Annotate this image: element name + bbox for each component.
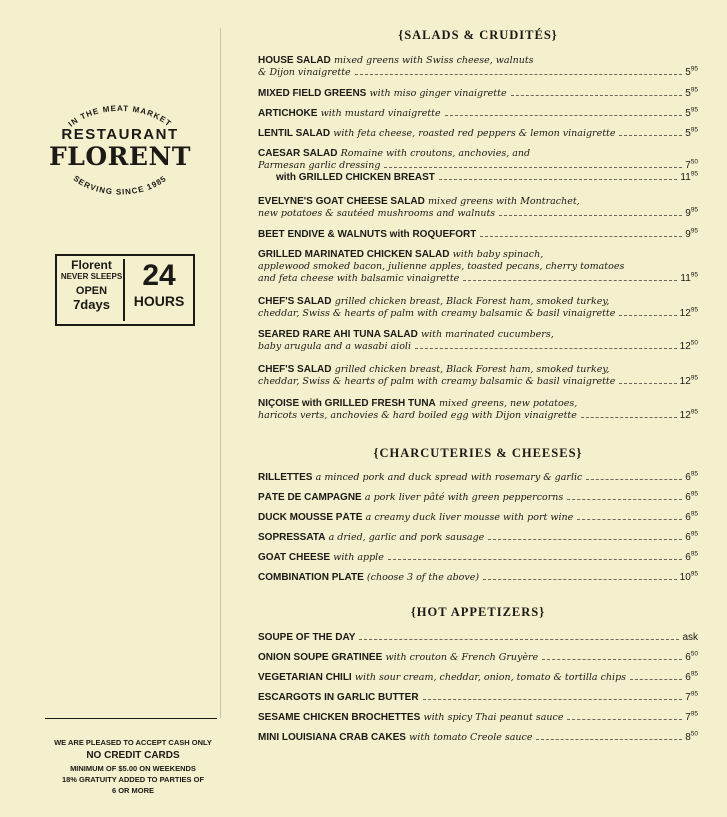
price-dollars: 6 <box>685 552 691 563</box>
menu-item <box>258 88 698 100</box>
logo-line2: FLORENT <box>49 142 191 171</box>
item-description: with apple <box>333 552 384 563</box>
item-price <box>680 341 698 353</box>
section-title: {SALADS & CRUDITÉS} <box>398 28 558 42</box>
price-dollars: 7 <box>685 160 691 171</box>
menu-line-text <box>258 712 563 724</box>
item-description: with tomato Creole sauce <box>409 732 533 743</box>
menu-line-text <box>258 492 563 504</box>
menu-line-text <box>258 148 530 160</box>
item-price <box>685 712 698 724</box>
price-dollars: 6 <box>685 472 691 483</box>
item-description: a minced pork and duck spread with rosemary & garlic <box>315 472 583 483</box>
price-cents: 95 <box>690 510 698 518</box>
menu-item <box>258 249 698 285</box>
price-cents: 95 <box>690 550 698 558</box>
item-description: mixed greens with Swiss cheese, walnuts <box>333 55 534 66</box>
menu-item <box>258 712 698 724</box>
menu-item <box>258 296 698 320</box>
menu-line-first <box>258 296 698 308</box>
menu-line-text <box>258 261 624 273</box>
leader-dots <box>630 679 682 680</box>
menu-item <box>258 572 698 584</box>
price-dollars: 5 <box>685 128 691 139</box>
item-description: Romaine with croutons, anchovies, and <box>340 148 531 159</box>
item-name: RILLETTES <box>258 472 313 483</box>
leader-dots <box>445 115 683 116</box>
price-dollars: 5 <box>685 67 691 78</box>
item-name: ONION SOUPE GRATINÉE <box>258 652 383 663</box>
price-dollars: 12 <box>679 410 691 421</box>
item-description: Parmesan garlic dressing <box>258 160 381 171</box>
item-description: (choose 3 of the above) <box>366 572 480 583</box>
item-price <box>685 732 698 744</box>
menu-item <box>258 229 698 241</box>
menu-item <box>258 672 698 684</box>
leader-dots <box>423 699 683 700</box>
item-description: with sour cream, cheddar, onion, tomato & tortilla chips <box>354 672 627 683</box>
price-cents: 50 <box>690 730 698 738</box>
menu-line-text <box>258 88 507 100</box>
leader-dots <box>359 639 679 640</box>
menu-line-continued <box>258 273 698 285</box>
menu-item <box>258 472 698 484</box>
menu-line-text <box>258 512 573 524</box>
item-description: cheddar, Swiss & hearts of palm with creamy balsamic & basil vinaigrette <box>258 308 616 319</box>
item-description: with miso ginger vinaigrette <box>369 88 507 99</box>
item-description: and feta cheese with balsamic vinaigrette <box>258 273 460 284</box>
leader-dots <box>415 348 677 349</box>
price-cents: 95 <box>690 206 698 214</box>
menu-line <box>258 108 698 120</box>
item-price <box>685 108 698 120</box>
menu-line-text <box>258 552 384 564</box>
price-cents: 95 <box>690 306 698 314</box>
menu-line-text <box>258 364 609 376</box>
item-description: grilled chicken breast, Black Forest ham, smoked turkey, <box>334 364 610 375</box>
item-description: baby arugula and a wasabi aioli <box>258 341 411 352</box>
item-description: with feta cheese, roasted red peppers & lemon vinaigrette <box>333 128 616 139</box>
price-dollars: 6 <box>685 672 691 683</box>
payment-line2: NO CREDIT CARDS <box>86 750 180 761</box>
item-name: VEGETARIAN CHILI <box>258 672 352 683</box>
menu-item <box>258 196 698 220</box>
menu-line-text <box>258 229 476 241</box>
price-dollars: 12 <box>679 341 691 352</box>
menu-line <box>258 88 698 100</box>
item-description: applewood smoked bacon, julienne apples, toasted pecans, cherry tomatoes <box>258 261 625 272</box>
payment-line3: MINIMUM OF $5.00 ON WEEKENDS <box>70 764 196 773</box>
item-price <box>680 410 698 422</box>
svg-text:SERVING SINCE 1985 <box>72 174 169 197</box>
payment-line1: WE ARE PLEASED TO ACCEPT CASH ONLY <box>54 738 212 747</box>
payment-line4: 18% GRATUITY ADDED TO PARTIES OF <box>61 775 205 784</box>
menu-line <box>258 652 698 664</box>
item-price <box>685 88 698 100</box>
menu-line-first <box>258 398 698 410</box>
item-price <box>685 532 698 544</box>
price-cents: 95 <box>690 470 698 478</box>
item-name: SOPRESSATA <box>258 532 326 543</box>
menu-line <box>258 712 698 724</box>
menu-item <box>258 329 698 353</box>
badge-florent: Florent <box>71 258 112 272</box>
item-name: HOUSE SALAD <box>258 55 331 66</box>
item-price <box>685 67 698 79</box>
menu-line-text <box>258 196 580 208</box>
leader-dots <box>586 479 682 480</box>
item-description: a creamy duck liver mousse with port wine <box>365 512 574 523</box>
price-dollars: 6 <box>685 652 691 663</box>
item-description: with baby spinach, <box>452 249 544 260</box>
price-dollars: 8 <box>685 732 691 743</box>
leader-dots <box>619 315 676 316</box>
item-price <box>680 572 698 584</box>
leader-dots <box>581 417 677 418</box>
menu-line-text <box>258 108 441 120</box>
item-price <box>685 472 698 484</box>
leader-dots <box>384 167 682 168</box>
menu-line-text <box>258 572 479 584</box>
menu-line-text <box>258 652 538 664</box>
menu-line-continued <box>258 208 698 220</box>
open-24-hours-badge <box>55 254 195 326</box>
leader-dots <box>463 280 677 281</box>
column-divider <box>220 28 221 718</box>
item-name: COMBINATION PLATE <box>258 572 364 583</box>
leader-dots <box>499 215 682 216</box>
menu-item <box>258 552 698 564</box>
item-name: EVELYNE'S GOAT CHEESE SALAD <box>258 196 425 207</box>
badge-left <box>60 259 125 321</box>
item-name: CHEF'S SALAD <box>258 364 332 375</box>
menu-item <box>258 532 698 544</box>
menu-line-continued <box>258 341 698 353</box>
price-dollars: 12 <box>679 308 691 319</box>
menu-line-text <box>258 532 484 544</box>
menu-item <box>258 692 698 704</box>
price-dollars: ask <box>682 632 698 643</box>
price-cents: 95 <box>690 408 698 416</box>
menu-line-first <box>258 55 698 67</box>
badge-never-sleeps: NEVER SLEEPS <box>60 272 123 281</box>
item-price <box>685 652 698 664</box>
price-cents: 95 <box>690 271 698 279</box>
leader-dots <box>355 74 683 75</box>
price-cents: 50 <box>690 339 698 347</box>
price-dollars: 6 <box>685 512 691 523</box>
menu-line-text <box>258 296 609 308</box>
menu-line-text <box>258 376 615 388</box>
price-cents: 95 <box>690 86 698 94</box>
menu-line-first <box>258 249 698 261</box>
leader-dots <box>542 659 682 660</box>
item-description: haricots verts, anchovies & hard boiled egg with Dijon vinaigrette <box>258 410 577 421</box>
item-price <box>680 172 698 184</box>
badge-open: OPEN <box>75 285 108 297</box>
leader-dots <box>619 135 682 136</box>
menu-item <box>258 732 698 744</box>
logo-arc-top: IN THE MEAT MARKET <box>66 103 174 129</box>
price-dollars: 6 <box>685 532 691 543</box>
item-description: mixed greens with Montrachet, <box>428 196 580 207</box>
item-name: CHEF'S SALAD <box>258 296 332 307</box>
menu-line-text <box>258 732 532 744</box>
menu-line <box>258 512 698 524</box>
badge-right <box>127 259 191 321</box>
price-dollars: 12 <box>679 376 691 387</box>
item-name: DUCK MOUSSE PÂTÉ <box>258 512 363 523</box>
item-description: a dried, garlic and pork sausage <box>328 532 485 543</box>
menu-line-text <box>258 472 582 484</box>
item-name: PÂTÉ DE CAMPAGNE <box>258 492 362 503</box>
menu-item <box>258 398 698 422</box>
menu-line <box>258 732 698 744</box>
payment-info <box>40 737 226 796</box>
menu-item <box>258 364 698 388</box>
price-dollars: 10 <box>679 572 691 583</box>
price-cents: 95 <box>690 530 698 538</box>
price-cents: 95 <box>690 170 698 178</box>
menu-line-text <box>258 410 577 422</box>
leader-dots <box>567 719 682 720</box>
menu-line-text <box>258 632 355 644</box>
leader-dots <box>567 499 682 500</box>
menu-line-text <box>258 160 380 172</box>
item-price <box>685 208 698 220</box>
item-price <box>680 376 698 388</box>
item-name: MINI LOUISIANA CRAB CAKES <box>258 732 406 743</box>
leader-dots <box>619 383 676 384</box>
menu-line-text <box>258 128 615 140</box>
menu-line-first <box>258 196 698 208</box>
logo-arc-bottom: SERVING SINCE 1985 <box>71 173 169 197</box>
menu-line-text <box>258 208 495 220</box>
price-cents: 95 <box>690 710 698 718</box>
menu-line <box>258 632 698 644</box>
menu-line <box>258 672 698 684</box>
price-cents: 50 <box>690 650 698 658</box>
item-description: new potatoes & sautéed mushrooms and walnuts <box>258 208 496 219</box>
item-description: with spicy Thai peanut sauce <box>423 712 564 723</box>
item-name: MIXED FIELD GREENS <box>258 88 367 99</box>
leader-dots <box>511 95 683 96</box>
menu-line-text <box>258 398 577 410</box>
leader-dots <box>480 236 682 237</box>
menu-line <box>258 229 698 241</box>
price-dollars: 9 <box>685 229 691 240</box>
price-cents: 95 <box>690 670 698 678</box>
price-dollars: 5 <box>685 108 691 119</box>
menu-line <box>258 692 698 704</box>
menu-item <box>258 148 698 184</box>
item-price <box>685 492 698 504</box>
item-name: GRILLED MARINATED CHICKEN SALAD <box>258 249 450 260</box>
item-price <box>680 273 698 285</box>
menu-item <box>258 512 698 524</box>
item-description: cheddar, Swiss & hearts of palm with creamy balsamic & basil vinaigrette <box>258 376 616 387</box>
svg-text:IN THE MEAT MARKET <box>67 104 174 129</box>
item-description: with marinated cucumbers, <box>421 329 554 340</box>
menu-line-first <box>258 364 698 376</box>
menu-line-continued <box>258 376 698 388</box>
menu-line <box>258 472 698 484</box>
section-title: {CHARCUTERIES & CHEESES} <box>373 446 583 460</box>
item-description: mixed greens, new potatoes, <box>438 398 578 409</box>
price-cents: 95 <box>690 690 698 698</box>
price-dollars: 11 <box>680 172 691 183</box>
menu-line-text <box>258 341 411 353</box>
leader-dots <box>483 579 677 580</box>
price-cents: 95 <box>690 106 698 114</box>
menu-line <box>258 492 698 504</box>
section-title: {HOT APPETIZERS} <box>410 605 546 619</box>
item-price <box>685 692 698 704</box>
price-dollars: 6 <box>685 492 691 503</box>
menu-line-text <box>258 672 626 684</box>
menu-item <box>258 632 698 644</box>
price-cents: 95 <box>690 65 698 73</box>
price-cents: 50 <box>690 158 698 166</box>
item-description: a pork liver pâté with green peppercorns <box>364 492 564 503</box>
menu-line-first <box>258 148 698 160</box>
menu-line <box>258 552 698 564</box>
payment-divider <box>45 718 217 719</box>
restaurant-logo <box>40 92 200 212</box>
menu-line-addon <box>258 172 698 184</box>
price-cents: 95 <box>690 126 698 134</box>
menu-line-first <box>258 329 698 341</box>
price-dollars: 7 <box>685 712 691 723</box>
badge-hours: HOURS <box>133 293 185 309</box>
item-name: SOUPE OF THE DAY <box>258 632 356 643</box>
menu-item <box>258 108 698 120</box>
menu-line-text <box>258 67 351 79</box>
leader-dots <box>577 519 682 520</box>
menu-item <box>258 492 698 504</box>
price-cents: 95 <box>690 374 698 382</box>
menu-line-text <box>258 329 554 341</box>
menu-item <box>258 128 698 140</box>
item-price <box>685 128 698 140</box>
item-description: with mustard vinaigrette <box>320 108 441 119</box>
menu-item <box>258 55 698 79</box>
item-name: BEET ENDIVE & WALNUTS with ROQUEFORT <box>258 229 477 240</box>
menu-line-continued <box>258 261 698 273</box>
menu-line-text <box>258 308 615 320</box>
addon-label: with GRILLED CHICKEN BREAST <box>276 172 435 183</box>
item-name: ESCARGOTS IN GARLIC BUTTER <box>258 692 419 703</box>
leader-dots <box>488 539 682 540</box>
item-price <box>685 552 698 564</box>
item-name: ARTICHOKE <box>258 108 318 119</box>
item-price <box>680 308 698 320</box>
menu-line-text <box>258 273 459 285</box>
item-description: grilled chicken breast, Black Forest ham, smoked turkey, <box>334 296 610 307</box>
price-dollars: 7 <box>685 692 691 703</box>
item-description: with crouton & French Gruyère <box>385 652 539 663</box>
badge-days: 7days <box>73 297 110 312</box>
menu-line-continued <box>258 160 698 172</box>
payment-line5: 6 OR MORE <box>111 786 155 795</box>
menu-item <box>258 652 698 664</box>
price-cents: 95 <box>690 570 698 578</box>
menu-line <box>258 532 698 544</box>
menu-line-continued <box>258 410 698 422</box>
item-name: SESAME CHICKEN BROCHETTES <box>258 712 421 723</box>
item-name: LENTIL SALAD <box>258 128 331 139</box>
menu-line <box>258 572 698 584</box>
menu-line-continued <box>258 308 698 320</box>
item-name: GOAT CHEESE <box>258 552 331 563</box>
item-name: CAESAR SALAD <box>258 148 338 159</box>
badge-hours-number: 24 <box>142 259 176 292</box>
item-name: SEARED RARE AHI TUNA SALAD <box>258 329 418 340</box>
item-price <box>685 229 698 241</box>
menu-line-text <box>258 172 435 184</box>
menu-line-text <box>258 55 534 67</box>
leader-dots <box>536 739 682 740</box>
price-dollars: 9 <box>685 208 691 219</box>
menu-line <box>258 128 698 140</box>
item-price <box>682 632 698 644</box>
logo-line1: RESTAURANT <box>61 126 179 143</box>
item-name: NIÇOISE with GRILLED FRESH TUNA <box>258 398 436 409</box>
menu-line-continued <box>258 67 698 79</box>
leader-dots <box>439 179 677 180</box>
item-price <box>685 512 698 524</box>
item-description: & Dijon vinaigrette <box>258 67 351 78</box>
leader-dots <box>388 559 682 560</box>
price-dollars: 11 <box>680 273 691 284</box>
menu-line-text <box>258 249 543 261</box>
price-dollars: 5 <box>685 88 691 99</box>
menu-line-text <box>258 692 419 704</box>
item-price <box>685 672 698 684</box>
price-cents: 95 <box>690 227 698 235</box>
price-cents: 95 <box>690 490 698 498</box>
